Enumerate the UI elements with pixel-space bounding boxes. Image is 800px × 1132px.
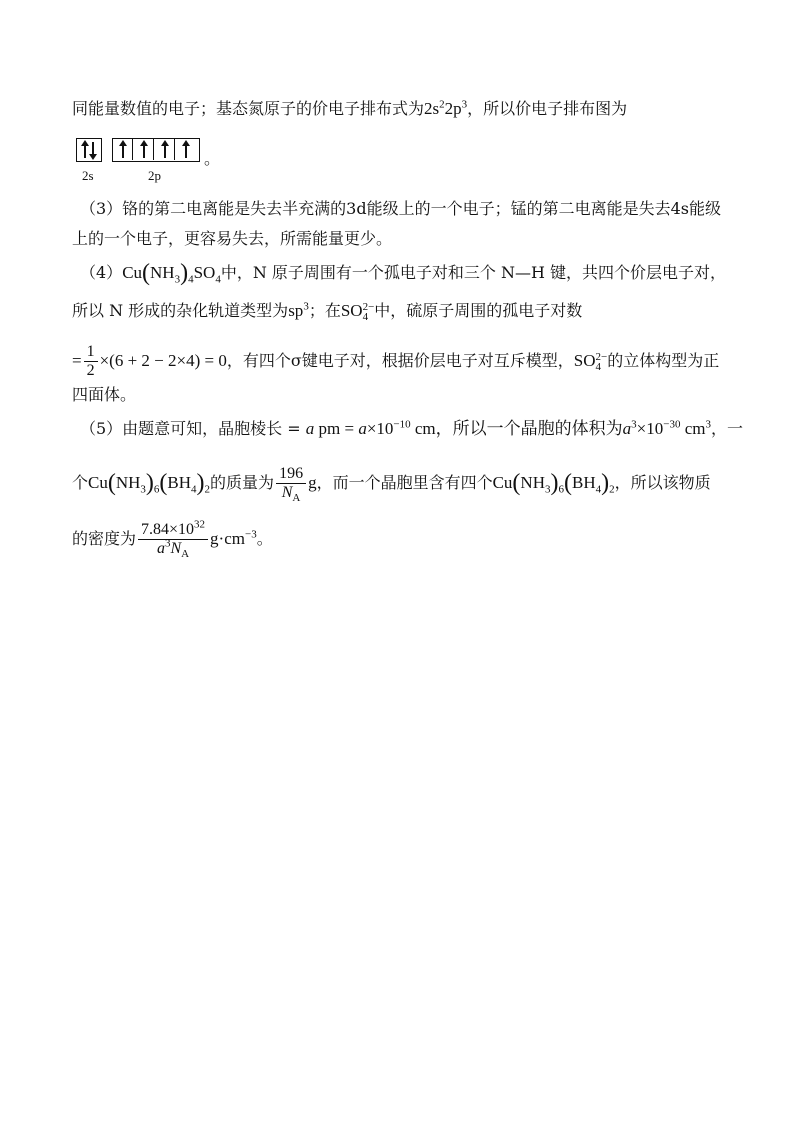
text: ，所以价电子排布图为 bbox=[467, 99, 628, 118]
formula-so4: SO 2− 4 bbox=[340, 301, 375, 324]
fraction-mass: $\frac{196}{N_A}$ bbox=[276, 465, 306, 502]
line-5c: 的密度为 $\frac{7.84\times 10^{32}}{a^3N_A}$ $g\cdot cm^{-3}$。 bbox=[72, 518, 273, 561]
formula-cu-nh3-bh4: $Cu(NH_3)_6(BH_4)_2$ bbox=[492, 470, 615, 496]
formula: $2s^22p^3$ bbox=[424, 98, 468, 118]
spin-up-arrow-icon bbox=[185, 142, 187, 158]
line-3a: （3）铬的第二电离能是失去半充满的3d能级上的一个电子；锰的第二电离能是失去4s能级 bbox=[80, 199, 721, 218]
line-4a: $(4)Cu(NH_3)_4SO_4$中，N 原子周围有一个孤电子对和三个 N—H 键，共四个价层电子对， bbox=[80, 260, 727, 286]
spin-up-arrow-icon bbox=[84, 142, 86, 158]
fraction-density: $\frac{7.84\times 10^{32}}{a^3N_A}$ bbox=[138, 521, 208, 558]
formula-so4: SO 2− 4 bbox=[573, 351, 608, 374]
line-3b: 上的一个电子，更容易失去，所需能量更少。 bbox=[72, 229, 393, 248]
orbital-box-2s bbox=[76, 138, 102, 162]
label-2p: 2p bbox=[148, 168, 161, 183]
spin-up-arrow-icon bbox=[143, 142, 145, 158]
fraction-one-half: $\frac{1}{2}$ bbox=[84, 343, 98, 380]
line-5a: （5）由题意可知，晶胞棱长 = a pm = $a\times 10^{-10}$ cm，所以一个晶胞的体积为$a^3\times 10^{-30}$ $cm^3$，一 bbox=[80, 418, 744, 438]
line-5b: 个$Cu(NH_3)_6(BH_4)_2$的质量为 $\frac{196}{N_A}$ g，而一个晶胞里含有四个$Cu(NH_3)_6(BH_4)_2$，所以该物质 bbox=[72, 465, 711, 505]
formula-cu-nh3-so4: $Cu(NH_3)_4SO_4$ bbox=[122, 260, 221, 286]
orbital-diagram bbox=[76, 138, 256, 198]
formula-cu-nh3-bh4: $Cu(NH_3)_6(BH_4)_2$ bbox=[88, 470, 211, 496]
spin-down-arrow-icon bbox=[92, 142, 94, 158]
line-4d: 四面体。 bbox=[72, 385, 137, 404]
text: 同能量数值的电子；基态氮原子的价电子排布式为 bbox=[72, 99, 425, 118]
label-2s: 2s bbox=[82, 168, 94, 183]
line-4c: = $\frac{1}{2}$ ×(6 + 2 − 2×4) = 0，有四个σ键电子对，根据价层电子对互斥模型，SO 2− 4 的立体构型为正 bbox=[72, 343, 720, 379]
spin-up-arrow-icon bbox=[122, 142, 124, 158]
orbital-box-2p bbox=[112, 138, 200, 162]
line-1 bbox=[72, 98, 627, 120]
line-4b: 所以 N 形成的杂化轨道类型为$sp^3$；在SO 2− 4 中，硫原子周围的孤电子对数 bbox=[72, 300, 583, 324]
period: 。 bbox=[204, 149, 221, 168]
spin-up-arrow-icon bbox=[164, 142, 166, 158]
